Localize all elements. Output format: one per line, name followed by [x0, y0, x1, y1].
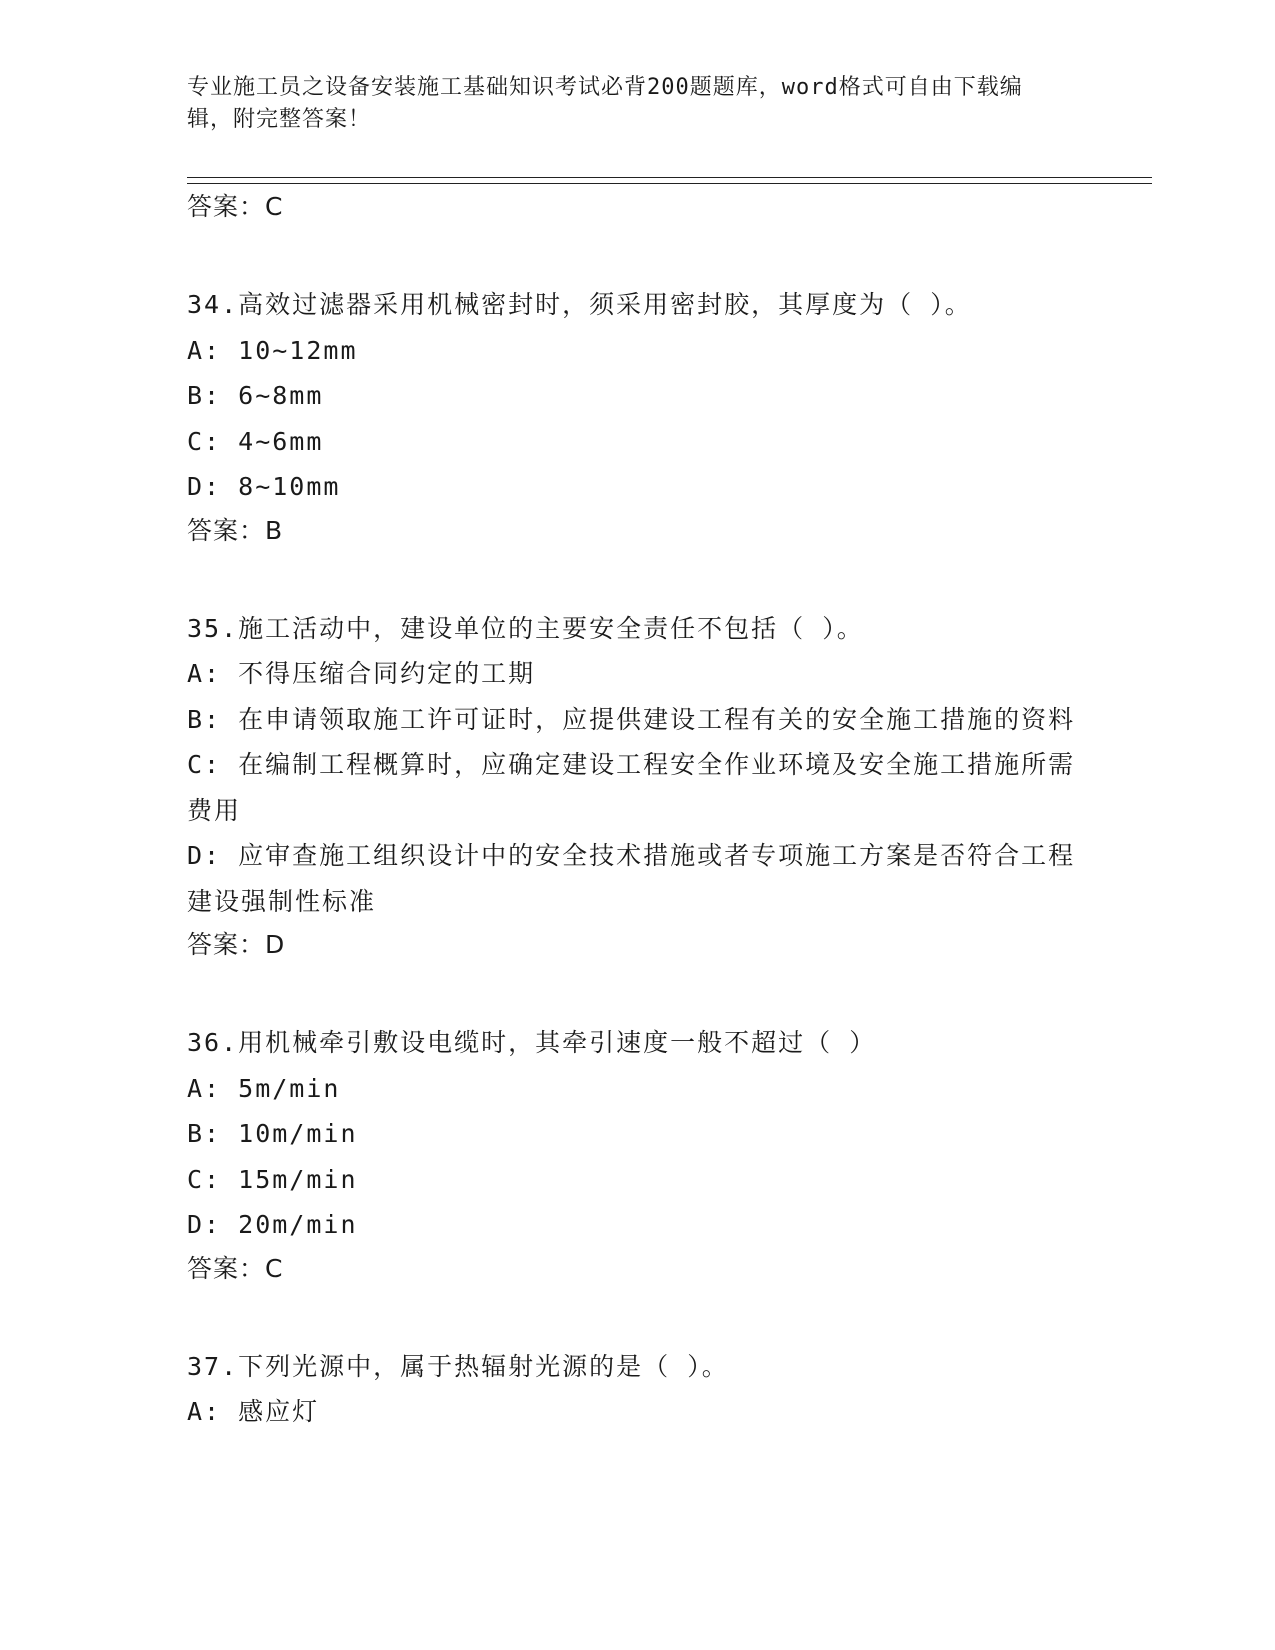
answer-label: 答案：C: [187, 192, 284, 221]
option-c: C: 4~6mm: [187, 426, 324, 456]
header-divider-double: [187, 183, 1152, 184]
option-b: B: 在申请领取施工许可证时，应提供建设工程有关的安全施工措施的资料: [187, 704, 1076, 734]
question-35: [187, 606, 1087, 963]
question-text: 35.施工活动中，建设单位的主要安全责任不包括（ ）。: [187, 613, 864, 643]
question-text: 34.高效过滤器采用机械密封时，须采用密封胶，其厚度为（ ）。: [187, 290, 972, 319]
option-c: C: 15m/min: [187, 1164, 358, 1194]
answer-label: 答案：B: [187, 515, 284, 545]
option-b: B: 6~8mm: [187, 381, 324, 410]
question-36: [187, 1020, 1087, 1286]
option-c: C: 在编制工程概算时，应确定建设工程安全作业环境及安全施工措施所需费用: [187, 750, 1076, 825]
question-text: 37.下列光源中，属于热辐射光源的是（ ）。: [187, 1351, 729, 1381]
option-d: D: 应审查施工组织设计中的安全技术措施或者专项施工方案是否符合工程建设强制性标准: [187, 841, 1076, 916]
answer-label: 答案：D: [187, 930, 286, 959]
option-a: A: 感应灯: [187, 1397, 320, 1426]
question-text: 36.用机械牵引敷设电缆时，其牵引速度一般不超过（ ）: [187, 1028, 877, 1057]
option-d: D: 20m/min: [187, 1210, 358, 1239]
question-list: [187, 190, 1087, 1435]
option-b: B: 10m/min: [187, 1119, 358, 1148]
question-34: [187, 282, 1087, 548]
document-header: 专业施工员之设备安装施工基础知识考试必背200题题库，word格式可自由下载编辑，附完整答案！: [187, 75, 1023, 132]
answer-label: 答案：C: [187, 1253, 284, 1283]
option-a: A: 5m/min: [187, 1073, 341, 1103]
option-d: D: 8~10mm: [187, 472, 341, 501]
header-divider: [187, 177, 1152, 178]
question-37: [187, 1344, 1087, 1435]
option-a: A: 10~12mm: [187, 335, 358, 365]
option-a: A: 不得压缩合同约定的工期: [187, 659, 536, 688]
